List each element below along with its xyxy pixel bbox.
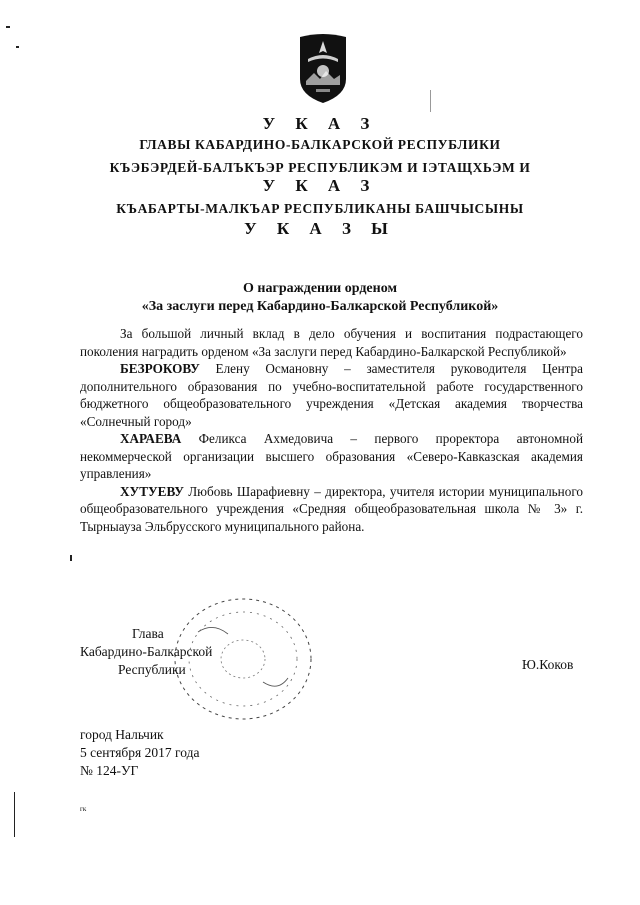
signature-title-line-2: Кабардино-Балкарской <box>80 644 213 659</box>
awardee-name: ХУТУЕВУ <box>120 483 184 499</box>
signature-title-line-3: Республики <box>118 662 186 677</box>
title-line-1: О награждении орденом <box>243 281 397 296</box>
issue-date: 5 сентября 2017 года <box>80 745 200 760</box>
authority-line-russian: ГЛАВЫ КАБАРДИНО-БАЛКАРСКОЙ РЕСПУБЛИКИ <box>139 137 501 152</box>
awardee-paragraph-3 <box>80 483 583 536</box>
scan-mark <box>16 46 19 48</box>
decree-heading-3: У К А З Ы <box>244 219 396 238</box>
decree-number: № 124-УГ <box>80 763 139 778</box>
coat-of-arms-emblem <box>296 29 350 105</box>
signatory-name: Ю.Коков <box>522 657 574 672</box>
awardee-name: ХАРАЕВА <box>120 431 182 446</box>
place-of-issue: город Нальчик <box>80 727 164 742</box>
scan-mark <box>6 26 10 28</box>
decree-title <box>60 280 580 316</box>
decree-body <box>80 325 583 535</box>
decree-heading-2: У К А З <box>262 176 378 195</box>
scan-mark <box>70 555 72 561</box>
awardee-name: БЕЗРОКОВУ <box>120 361 200 376</box>
intro-paragraph: За большой личный вклад в дело обучения и воспитания подрастающего поколения наградить орденом «За заслуги перед Кабардино-Балкарской Республикой» <box>80 326 583 359</box>
scan-mark <box>14 792 15 837</box>
scan-mark <box>430 90 431 112</box>
document-code: гк <box>80 805 87 813</box>
awardee-description: Феликса Ахмедовича – первого проректора автономной некоммерческой организации высшего образования «Северо-Кавказская академия управления» <box>80 431 583 481</box>
decree-heading-1: У К А З <box>262 114 378 133</box>
title-line-2: «За заслуги перед Кабардино-Балкарской Республикой» <box>141 299 499 314</box>
awardee-paragraph-2 <box>80 430 583 483</box>
awardee-description: Любовь Шарафиевну – директора, учителя истории муниципального общеобразовательного учреждения «Средняя общеобразовательная школа № 3» г. Тырныауза Эльбрусского муниципального района. <box>80 483 583 534</box>
awardee-description: Елену Османовну – заместителя руководителя Центра дополнительного образования по учебно-воспитательной работе государственного бюджетного общеобразовательного учреждения «Детская академия творчества «Солнечный город» <box>80 361 583 429</box>
awardee-paragraph-1 <box>80 360 583 430</box>
authority-line-balkar: КЪАБАРТЫ-МАЛКЪАР РЕСПУБЛИКАНЫ БАШЧЫСЫНЫ <box>116 201 524 216</box>
authority-line-kabardian: КЪЭБЭРДЕЙ-БАЛЪКЪЭР РЕСПУБЛИКЭМ И ІЭТАЩХЬЭМ И <box>109 160 531 175</box>
signature-title-line-1: Глава <box>132 626 164 641</box>
